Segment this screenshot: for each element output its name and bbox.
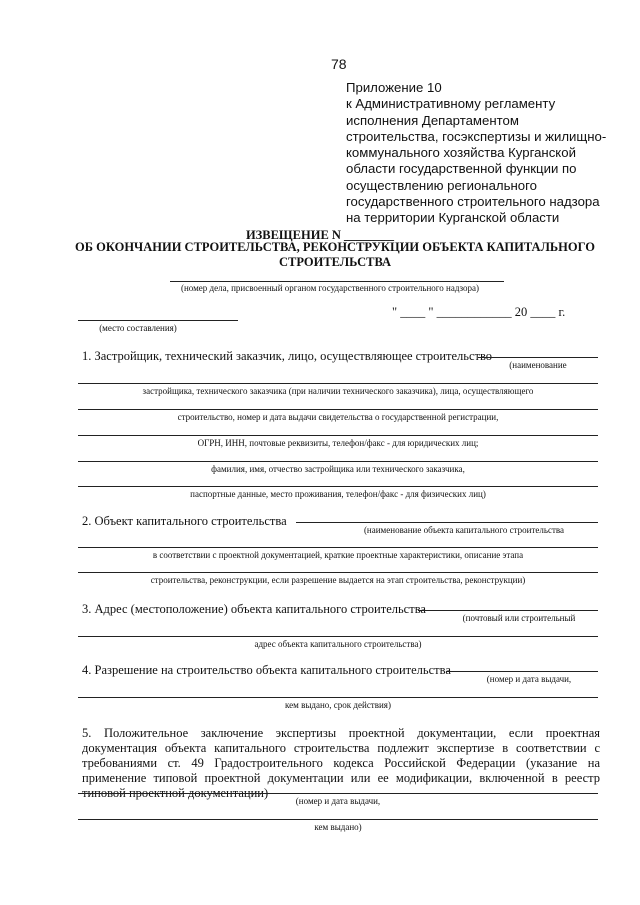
section1-line-2[interactable] [78, 409, 598, 410]
section1-line-3[interactable] [78, 435, 598, 436]
section3-label: 3. Адрес (местоположение) объекта капитального строительства [82, 602, 426, 616]
section4-caption-1: кем выдано, срок действия) [285, 700, 391, 710]
section5-line-1[interactable] [78, 819, 598, 820]
section2-line-1[interactable] [78, 547, 598, 548]
section1-caption-4: фамилия, имя, отчество застройщика или технического заказчика, [211, 464, 465, 474]
section1-caption-3: ОГРН, ИНН, почтовые реквизиты, телефон/факс - для юридических лиц; [197, 438, 479, 448]
section3-caption-1: адрес объекта капитального строительства) [254, 639, 422, 649]
section1-line-0[interactable] [478, 357, 598, 358]
date-row[interactable]: " ____ " ____________ 20 ____ г. [392, 305, 566, 319]
section2-label: 2. Объект капитального строительства [82, 514, 287, 528]
section2-caption-1: в соответствии с проектной документацией, краткие проектные характеристики, описание этапа [152, 550, 524, 560]
section1-caption-5: паспортные данные, место проживания, телефон/факс - для физических лиц) [190, 489, 486, 499]
section3-line-1[interactable] [78, 636, 598, 637]
section2-caption-0: (наименование объекта капитального строительства [363, 525, 565, 535]
appendix-text: Приложение 10 к Административному регламенту исполнения Департаментом строительства, госэкспертизы и жилищно-коммунального хозяйства Курганской области государственной функции по осуществлению регионального государственного строительного надзора на территории Курганской области [346, 80, 607, 226]
section1-label: 1. Застройщик, технический заказчик, лицо, осуществляющее строительство [82, 349, 493, 363]
case-number-caption: (номер дела, присвоенный органом государственного строительного надзора) [180, 283, 480, 293]
section2-line-2[interactable] [78, 572, 598, 573]
section5-text: 5. Положительное заключение экспертизы проектной документации, если проектная документация объекта капитального строительства подлежит экспертизе в соответствии с требованиями ст. 49 Градостроительного кодекса Российской Федерации (указание на применение типовой проектной документации или ее модификации, включенной в реестр типовой проектной документации) [82, 726, 600, 800]
place-caption: (место составления) [99, 323, 177, 333]
case-number-line[interactable] [170, 281, 504, 282]
appendix-reference [346, 80, 611, 227]
section3-caption-0: (почтовый или строительный [462, 613, 576, 623]
section4-caption-0: (номер и дата выдачи, [486, 674, 572, 684]
section4-line-1[interactable] [78, 697, 598, 698]
section1-line-5[interactable] [78, 486, 598, 487]
section4-label: 4. Разрешение на строительство объекта капитального строительства [82, 663, 451, 677]
section1-line-1[interactable] [78, 383, 598, 384]
section1-caption-0: (наименование [509, 360, 567, 370]
section5-line-0[interactable] [78, 793, 598, 794]
section4-line-0[interactable] [446, 671, 598, 672]
place-line[interactable] [78, 320, 238, 321]
form-subtitle: ОБ ОКОНЧАНИИ СТРОИТЕЛЬСТВА, РЕКОНСТРУКЦИИ ОБЪЕКТА КАПИТАЛЬНОГО СТРОИТЕЛЬСТВА [75, 240, 595, 269]
page-number: 78 [331, 56, 347, 72]
form-title: ИЗВЕЩЕНИЕ N ________ [245, 228, 395, 242]
section1-caption-1: застройщика, технического заказчика (при наличии технического заказчика), лица, осуществляющего [142, 386, 534, 396]
section2-caption-2: строительства, реконструкции, если разрешение выдается на этап строительства, реконструкции) [150, 575, 526, 585]
section1-line-4[interactable] [78, 461, 598, 462]
section5-caption-1: кем выдано) [314, 822, 362, 832]
section5-caption-0: (номер и дата выдачи, [295, 796, 381, 806]
section3-line-0[interactable] [418, 610, 598, 611]
section1-caption-2: строительство, номер и дата выдачи свидетельства о государственной регистрации, [177, 412, 499, 422]
section2-line-0[interactable] [296, 522, 598, 523]
